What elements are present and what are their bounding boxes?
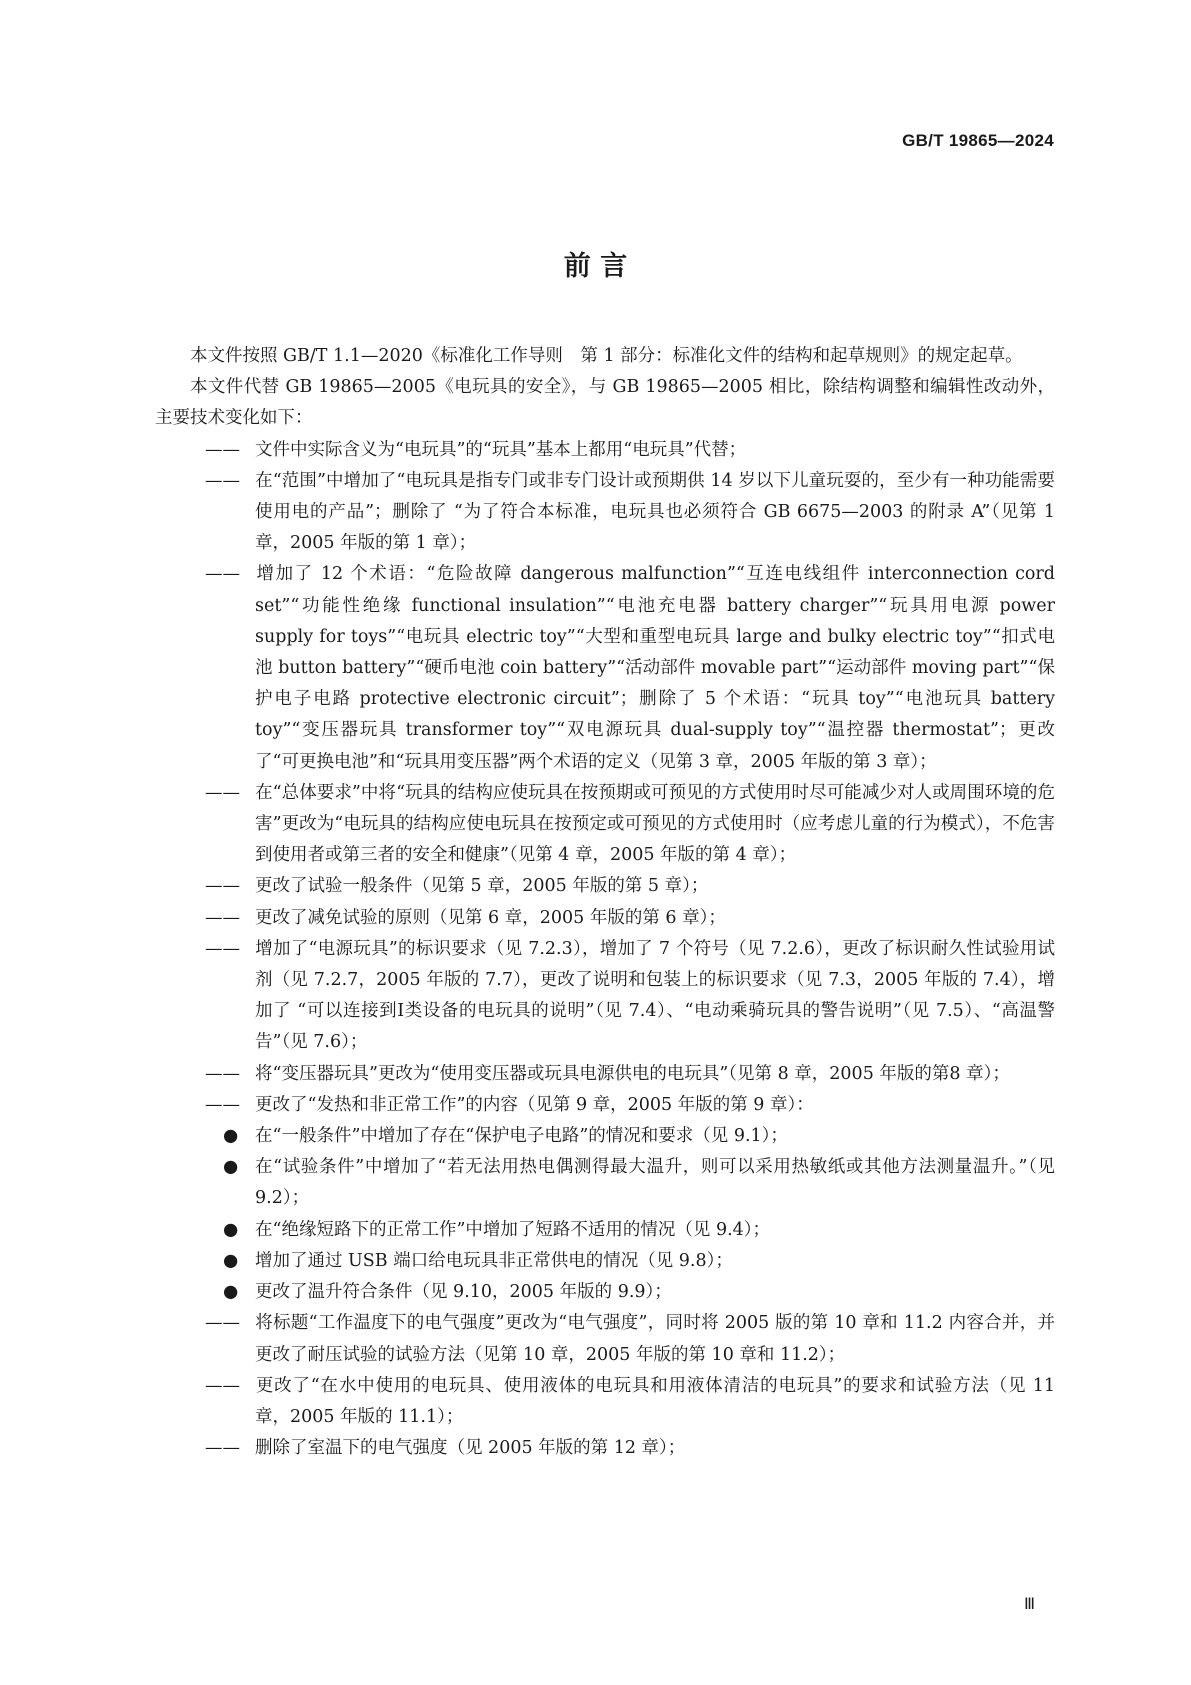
list-item [155, 1059, 1055, 1090]
sub-list-item-text: 在“绝缘短路下的正常工作”中增加了短路不适用的情况（见 9.4）； [255, 1219, 771, 1240]
bullet-icon: ● [223, 1126, 239, 1147]
list-item-text: 更改了“发热和非正常工作”的内容（见第 9 章，2005 年版的第 9 章）： [255, 1094, 814, 1115]
bullet-icon: ● [223, 1250, 239, 1271]
list-item [155, 1433, 1055, 1464]
dash-marker: —— [205, 876, 240, 897]
list-item-text: 更改了减免试验的原则（见第 6 章，2005 年版的第 6 章）； [255, 907, 726, 928]
sub-list-item [155, 1152, 1055, 1214]
page-number: Ⅲ [1023, 1596, 1035, 1613]
list-item [155, 934, 1055, 1059]
dash-marker: —— [205, 1094, 240, 1115]
sub-list-item [155, 1277, 1055, 1308]
dash-marker: —— [205, 782, 240, 803]
list-item-text: 增加了 12 个术语：“危险故障 dangerous malfunction”“互连电线组件 interconnection cord set”“功能性绝缘 functional insulation”“电池充电器 battery charger”“玩具用电源 power supply for toys”“电玩具 electric toy”“大型和重型电玩具 large and bulky electric toy”“扣式电池 button battery”“硬币电池 coin battery”“活动部件 movable part”“运动部件 moving part”“保护电子电路 protective electronic circuit”；删除了 5 个术语：“玩具 toy”“电池玩具 battery toy”“变压器玩具 transformer toy”“双电源玩具 dual-supply toy”“温控器 thermostat”；更改了“可更换电池”和“玩具用变压器”两个术语的定义（见第 3 章，2005 年版的第 3 章）； [255, 564, 1055, 772]
bullet-icon: ● [223, 1157, 239, 1178]
list-item [155, 778, 1055, 872]
list-item-text: 将“变压器玩具”更改为“使用变压器或玩具电源供电的电玩具”（见第 8 章，2005 年版的第8 章）； [255, 1063, 1010, 1084]
dash-marker: —— [205, 1063, 240, 1084]
list-item-text: 删除了室温下的电气强度（见 2005 年版的第 12 章）； [255, 1438, 686, 1459]
document-code: GB/T 19865—2024 [902, 131, 1054, 150]
list-item [155, 903, 1055, 934]
dash-marker: —— [205, 470, 240, 491]
paragraph: 本文件按照 GB/T 1.1—2020《标准化工作导则 第 1 部分：标准化文件的结构和起草规则》的规定起草。 [190, 346, 1023, 366]
list-item-text: 文件中实际含义为“电玩具”的“玩具”基本上都用“电玩具”代替； [255, 439, 747, 460]
list-item-text: 增加了“电源玩具”的标识要求（见 7.2.3），增加了 7 个符号（见 7.2.6），更改了标识耐久性试验用试剂（见 7.2.7，2005 年版的 7.7），更改了说明和包装上的标识要求（见 7.3，2005 年版的 7.4），增加了 “可以连接到Ⅰ类设备的电玩具的说明”（见 7.4）、“电动乘骑玩具的警告说明”（见 7.5）、“高温警告”（见 7.6）； [255, 938, 1055, 1053]
list-item [155, 559, 1055, 777]
list-item-text: 更改了“在水中使用的电玩具、使用液体的电玩具和用液体清洁的电玩具”的要求和试验方法（见 11 章，2005 年版的 11.1）； [255, 1375, 1055, 1427]
dash-marker: —— [205, 938, 240, 959]
list-item-text: 在“范围”中增加了“电玩具是指专门或非专门设计或预期供 14 岁以下儿童玩耍的，至少有一种功能需要使用电的产品”；删除了 “为了符合本标准，电玩具也必须符合 GB 6675—2003 的附录 A”（见第 1 章，2005 年版的第 1 章）； [255, 470, 1055, 554]
page-title: 前 言 [563, 251, 628, 282]
list-item [155, 435, 1055, 466]
list-item-text: 更改了试验一般条件（见第 5 章，2005 年版的第 5 章）； [255, 876, 709, 897]
dash-marker: —— [205, 1438, 240, 1459]
list-item [155, 871, 1055, 902]
list-item [155, 466, 1055, 560]
sub-list-item-text: 增加了通过 USB 端口给电玩具非正常供电的情况（见 9.8）； [255, 1250, 733, 1271]
sub-list-item [155, 1246, 1055, 1277]
paragraph: 本文件代替 GB 19865—2005《电玩具的安全》，与 GB 19865—2005 相比，除结构调整和编辑性改动外，主要技术变化如下： [155, 377, 1055, 429]
bullet-icon: ● [223, 1282, 239, 1303]
dash-marker: —— [205, 439, 240, 460]
sub-list-item-text: 在“试验条件”中增加了“若无法用热电偶测得最大温升，则可以采用热敏纸或其他方法测量温升。”（见 9.2）； [255, 1157, 1055, 1209]
list-item [155, 1308, 1055, 1370]
dash-marker: —— [205, 907, 240, 928]
dash-marker: —— [205, 1375, 240, 1396]
list-item [155, 1090, 1055, 1121]
dash-marker: —— [205, 564, 240, 585]
bullet-icon: ● [223, 1219, 239, 1240]
dash-marker: —— [205, 1313, 240, 1334]
sub-list-item [155, 1121, 1055, 1152]
list-item [155, 1371, 1055, 1433]
sub-list-item-text: 更改了温升符合条件（见 9.10，2005 年版的 9.9）； [255, 1282, 672, 1303]
sub-list-item [155, 1215, 1055, 1246]
document-body [155, 341, 1055, 1464]
sub-list-item-text: 在“一般条件”中增加了存在“保护电子电路”的情况和要求（见 9.1）； [255, 1126, 788, 1147]
list-item-text: 在“总体要求”中将“玩具的结构应使玩具在按预期或可预见的方式使用时尽可能减少对人或周围环境的危害”更改为“电玩具的结构应使电玩具在按预定或可预见的方式使用时（应考虑儿童的行为模式），不危害到使用者或第三者的安全和健康”（见第 4 章，2005 年版的第 4 章）； [255, 782, 1055, 866]
list-item-text: 将标题“工作温度下的电气强度”更改为“电气强度”，同时将 2005 版的第 10 章和 11.2 内容合并，并更改了耐压试验的试验方法（见第 10 章，2005 年版的第 10 章和 11.2）； [255, 1313, 1055, 1365]
